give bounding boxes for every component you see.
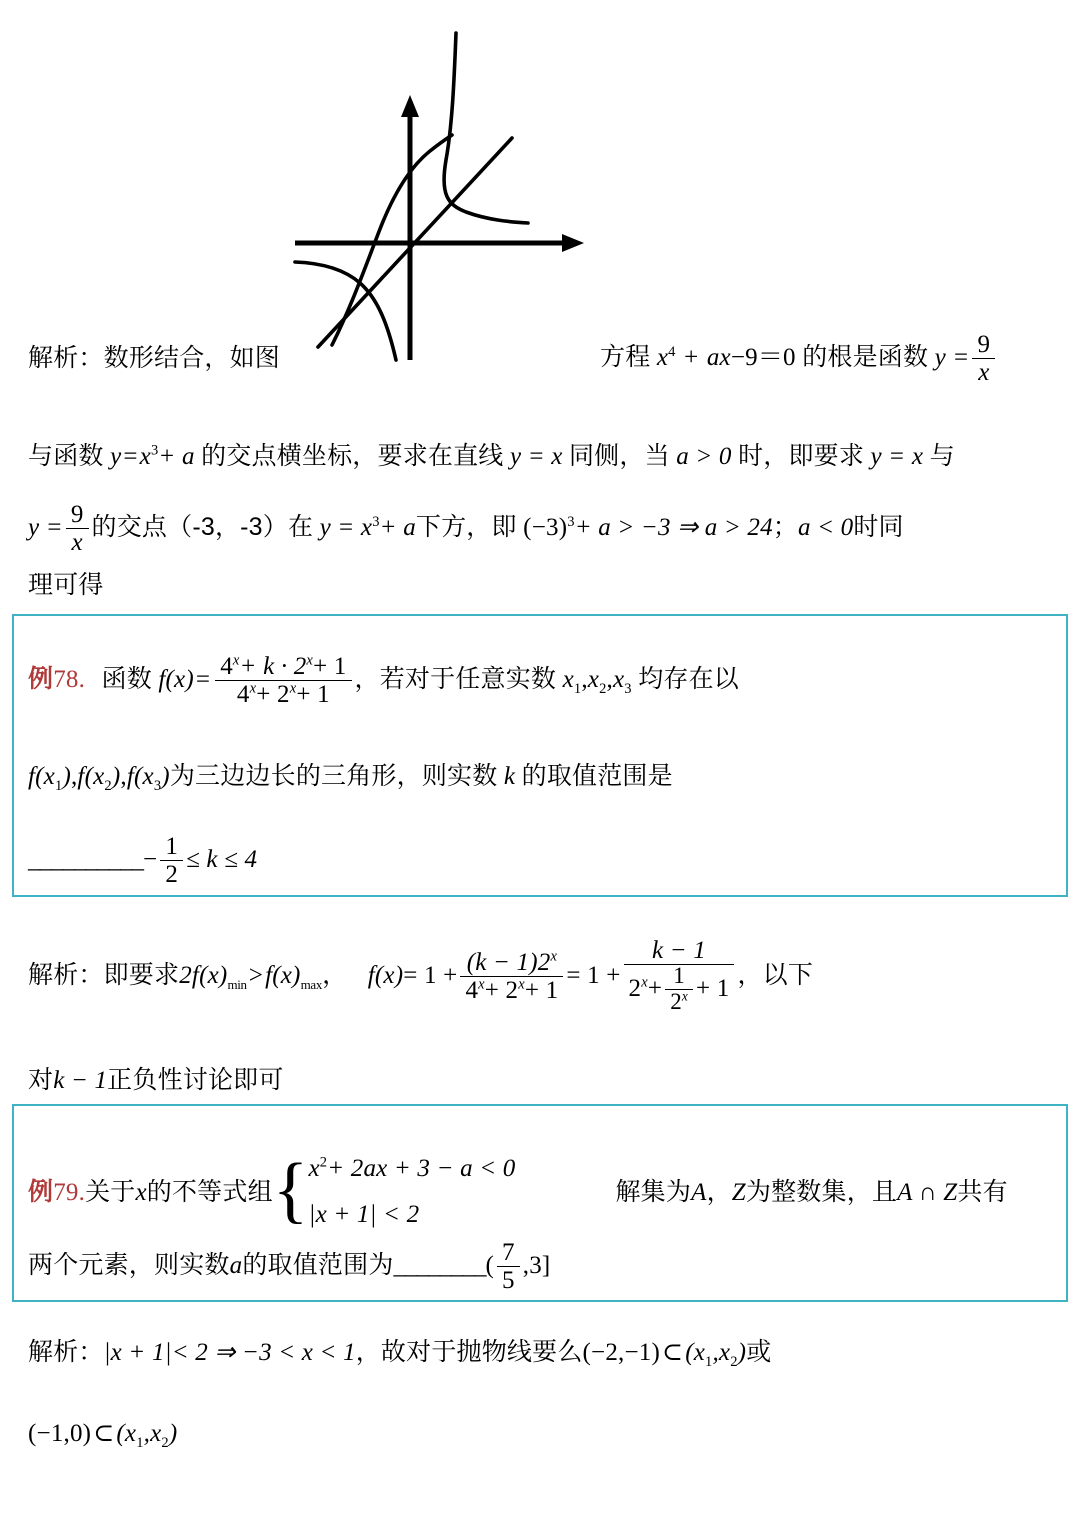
system-of-inequalities <box>309 1146 516 1239</box>
fx1-open: (x <box>35 763 55 790</box>
sol2-x: (x) <box>199 962 228 990</box>
fx2-sub: 2 <box>104 778 112 794</box>
example-78-line2-text: 为三边边长的三角形，则实数 <box>169 762 498 790</box>
sol2-eq-1: = 1 + <box>403 962 458 990</box>
example-78-x1: x <box>562 666 574 694</box>
f2-den-plus: + <box>647 975 663 1003</box>
f1-num-text: (k − 1)2 <box>466 948 551 976</box>
line3-inequality-open: (−3) <box>523 514 568 542</box>
example-79-line-1 <box>28 1148 1008 1241</box>
num-2-exp: x <box>306 652 314 669</box>
f2-den-2: 2 <box>628 975 642 1003</box>
sol3-l2-sub2: 2 <box>161 1435 169 1451</box>
fx2-f: f <box>77 763 85 790</box>
den-plus-2: + 2 <box>256 681 290 708</box>
sol2-comma: ， <box>322 961 348 990</box>
sol2-fraction-2 <box>624 937 735 1016</box>
y-axis-icon <box>401 95 419 360</box>
answer-minus-78: − <box>143 846 158 874</box>
example-78-x1-sub: 1 <box>573 681 582 698</box>
num-4-exp: x <box>232 652 240 669</box>
solution-1-line-2 <box>28 436 955 472</box>
example-78-x3: x <box>612 666 625 694</box>
f2-inner-num: 1 <box>673 963 685 988</box>
comma-2: , <box>606 666 613 694</box>
fraction-numerator-2: 9 <box>70 501 84 528</box>
ans-num-79: 7 <box>502 1239 515 1266</box>
example-79-A: A <box>691 1178 707 1206</box>
math-figure <box>270 15 600 375</box>
line3-cubic-plus-a: + a <box>379 514 416 542</box>
answer-blank-79[interactable]: ________ <box>393 1252 486 1280</box>
f2-inner-fraction <box>665 964 693 1015</box>
line2-eq: = <box>123 443 138 470</box>
sol2-fx-f: f <box>367 962 375 990</box>
fx1-f: f <box>28 763 36 790</box>
sol2-f: f <box>265 962 273 990</box>
inequality-2: |x + 1| < 2 <box>308 1201 420 1229</box>
example-78-equals: = <box>195 666 211 694</box>
solution-3-line-2 <box>28 1418 178 1451</box>
sol3-text: 故对于抛物线要么 <box>380 1338 583 1366</box>
example-78-answer-line <box>28 834 257 889</box>
eq1-plus: + <box>684 344 699 372</box>
example-79-line-2 <box>28 1240 550 1295</box>
example-78-text-a: 函数 <box>101 665 152 694</box>
line3-text-c: 时同 <box>853 513 904 542</box>
sol3-pair-close: ) <box>737 1339 747 1366</box>
line2-text-a: 与函数 <box>28 442 104 470</box>
num-4: 4 <box>220 653 233 680</box>
line2-exponent: 3 <box>150 442 159 459</box>
solution-1-text-a: 数形结合，如图 <box>103 344 281 372</box>
example-79-l2-a: 两个元素，则实数 <box>28 1251 230 1280</box>
line3-a-negative: a < 0 <box>797 514 854 542</box>
sol2-eq-2: = 1 + <box>566 962 621 990</box>
fraction-denominator: x <box>972 358 995 386</box>
line3-text-a: 的交点（-3，-3）在 <box>91 513 314 542</box>
fraction-denominator-2: x <box>66 528 89 556</box>
system-brace-group: { $x^2+ 2ax + 3 - a < 0$ |x + 1| < 2 <box>273 1146 516 1239</box>
sys1-rest: + 2ax + 3 − a < 0 <box>327 1155 516 1182</box>
num-end: + 1 <box>313 653 347 680</box>
den-4: 4 <box>236 681 250 708</box>
example-79-text-c3: 为整数集，且 <box>745 1177 898 1206</box>
example-78-fraction-numerator <box>215 653 351 680</box>
example-78-label-number: 78. <box>53 666 86 694</box>
sys1-x: x <box>308 1155 320 1182</box>
example-78-text-b: ，若对于任意实数 <box>354 665 557 694</box>
sol2-l2-b: 正负性讨论即可 <box>107 1066 284 1094</box>
answer-blank-78[interactable]: __________ <box>28 846 143 874</box>
fx1-sub: 1 <box>54 778 63 794</box>
answer-den-78: 2 <box>160 860 183 888</box>
solution-3-prefix: 解析： <box>28 1338 104 1366</box>
den-end: + 1 <box>296 681 330 708</box>
example-79-l2-var: a <box>229 1252 243 1280</box>
f1-den-2-exp: x <box>518 976 525 993</box>
sol3-interval-1: (−2,−1) <box>582 1339 661 1366</box>
sol2-l2-k: k − 1 <box>53 1067 108 1094</box>
example-79-A-cap-Z: A ∩ Z <box>897 1178 958 1206</box>
comma-1: , <box>581 666 588 694</box>
sol3-l2-pair-comma: ,x <box>143 1420 162 1447</box>
sol2-max: max <box>300 977 323 993</box>
example-78-line-1 <box>28 654 739 709</box>
sol2-min: min <box>227 977 247 993</box>
sol3-comma: ， <box>355 1338 381 1366</box>
line3-text-b: 下方，即 <box>415 513 517 542</box>
fx2-open: (x <box>84 763 105 790</box>
answer-num-78: 1 <box>165 833 179 860</box>
f1-den-end: + 1 <box>524 976 559 1004</box>
fx1-close: ) <box>62 763 71 790</box>
sol2-fraction-1 <box>460 949 563 1004</box>
sol3-pair-sub2: 2 <box>730 1354 738 1370</box>
sol3-l2-subset: ⊂ <box>93 1420 115 1447</box>
fraction-9-over-x <box>972 331 995 386</box>
sol2-gt: > <box>248 962 264 990</box>
line2-x: x <box>139 443 151 470</box>
eq1-y-eq: y = <box>934 344 970 372</box>
line2-plus-a: + a <box>158 443 195 470</box>
example-78-x3-sub: 3 <box>624 681 632 698</box>
inequality-1 <box>309 1146 516 1192</box>
example-79-box <box>12 1104 1068 1302</box>
line3-cubic: y = x <box>319 514 373 542</box>
x-axis-icon <box>295 234 584 252</box>
example-78-line-2 <box>28 756 673 792</box>
fx3-sub: 3 <box>153 778 162 794</box>
sol3-l2-pair-close: ) <box>168 1420 178 1447</box>
line2-text-d: 时，即要求 <box>738 442 865 470</box>
line2-text-b: 的交点横坐标，要求在直线 <box>201 442 504 470</box>
line2-y: y <box>110 443 122 470</box>
answer-fraction-78 <box>160 833 183 888</box>
solution-prefix: 解析： <box>28 344 104 372</box>
eq1-text-c: 的根是函数 <box>802 343 929 372</box>
example-79-label-cjk: 例 <box>28 1177 54 1206</box>
line2-a-positive: a > 0 <box>676 443 732 470</box>
example-78-box <box>12 614 1068 897</box>
solution-2-line-1 <box>28 938 813 1017</box>
example-79-Z: Z <box>731 1178 746 1206</box>
fx-comma-1: , <box>70 763 78 790</box>
solution-1-line-3 <box>28 502 904 557</box>
solution-1-line-1-left <box>28 338 280 374</box>
example-79-label <box>28 1178 85 1206</box>
line4-text: 理可得 <box>28 571 104 599</box>
fx3-f: f <box>126 763 134 790</box>
sys1-exp: 2 <box>319 1154 328 1171</box>
f2-inner-den-2: 2 <box>670 988 682 1014</box>
fx-comma-2: , <box>120 763 127 790</box>
example-79-text-a: 关于 <box>85 1177 136 1206</box>
den-2-exp: x <box>289 680 297 697</box>
f2-num: k − 1 <box>652 937 706 964</box>
sol3-abs: |x + 1| <box>103 1339 172 1366</box>
line3-y-eq: y = <box>28 514 63 542</box>
line2-y-eq-x: y = x <box>509 443 563 470</box>
example-79-label-number: 79. <box>53 1178 86 1206</box>
answer-fraction-79 <box>497 1239 520 1294</box>
sol3-lt: < 2 ⇒ −3 < x < 1 <box>171 1339 356 1366</box>
example-78-text-d: 均存在以 <box>638 665 739 694</box>
sol2-x2: (x) <box>272 962 301 990</box>
solution-2-prefix: 解析： <box>28 961 104 990</box>
sol3-pair-sub1: 1 <box>705 1354 713 1370</box>
example-79-l2-b: 的取值范围为 <box>242 1251 394 1280</box>
sol3-l2-interval: (−1,0) <box>28 1420 92 1447</box>
ans-den-79: 5 <box>497 1266 520 1294</box>
solution-1-line-4 <box>28 565 104 601</box>
eq1-exponent: 4 <box>668 343 676 360</box>
example-78-fraction-denominator <box>215 680 351 708</box>
sol3-pair-comma: ,x <box>712 1339 731 1366</box>
line3-cubic-exponent: 3 <box>372 513 380 530</box>
sol2-f1-den <box>460 976 563 1004</box>
sol3-or: 或 <box>746 1338 772 1366</box>
solution-1-line-1-right <box>600 332 998 387</box>
eq1-tail: −9＝0 <box>730 344 796 372</box>
example-79-x: x <box>135 1178 147 1206</box>
answer-open-paren-79: ( <box>485 1252 495 1280</box>
solution-2-line-2 <box>28 1060 284 1096</box>
fraction-9-over-x-2 <box>66 501 89 556</box>
eq1-x: x <box>656 344 669 372</box>
fraction-numerator: 9 <box>977 331 991 358</box>
line3-semicolon: ； <box>772 513 798 542</box>
f2-den <box>624 964 735 1016</box>
example-78-k: k <box>503 763 516 790</box>
solution-2-text-a: 即要求 <box>103 961 180 990</box>
num-plus-k2: + k · 2 <box>239 653 307 680</box>
example-78-fraction <box>215 653 351 708</box>
line2-text-c: 同侧，当 <box>568 442 670 470</box>
f1-num-exp: x <box>550 948 558 965</box>
answer-tail-78: ≤ k ≤ 4 <box>186 846 258 874</box>
line3-inequality-exponent: 3 <box>567 513 575 530</box>
hyperbola-branch-1 <box>444 33 528 223</box>
sol2-2f: 2f <box>179 962 200 990</box>
solution-3-line-1 <box>28 1332 771 1368</box>
f2-den-2-exp: x <box>641 974 648 991</box>
sol3-l2-pair-open: (x <box>116 1420 137 1447</box>
f2-inner-den <box>665 989 693 1015</box>
example-78-fx: (x) <box>165 666 194 694</box>
eq1-ax: ax <box>706 344 731 372</box>
example-79-text-c: 解集为 <box>615 1177 692 1206</box>
sol3-l2-sub1: 1 <box>136 1435 144 1451</box>
figure-svg <box>270 15 600 375</box>
example-79-comma: ， <box>706 1177 732 1206</box>
fx3-close: ) <box>161 763 170 790</box>
line2-text-e: 与 <box>929 442 955 470</box>
f2-inner-den-exp: x <box>681 988 689 1004</box>
line3-inequality-rest: + a > −3 ⇒ a > 24 <box>574 514 773 542</box>
f1-den-4: 4 <box>465 976 479 1004</box>
example-79-text-b: 的不等式组 <box>146 1177 273 1206</box>
answer-tail-79: ,3] <box>522 1252 551 1280</box>
example-78-line2-text-2: 的取值范围是 <box>521 762 673 790</box>
example-78-label-cjk: 例 <box>28 665 54 694</box>
sol2-l2-a: 对 <box>28 1066 54 1094</box>
fx3-open: (x <box>134 763 154 790</box>
f2-den-end: + 1 <box>696 975 730 1003</box>
f1-den-4-exp: x <box>478 976 485 993</box>
sol3-subset: ⊂ <box>662 1339 684 1366</box>
f1-den-plus: + 2 <box>484 976 519 1004</box>
line2-y-eq-x-2: y = x <box>870 443 924 470</box>
example-78-label <box>28 665 85 693</box>
example-79-text-c4: 共有 <box>957 1177 1008 1206</box>
sol2-text-e: ，以下 <box>737 961 814 990</box>
example-78-f: f <box>158 666 166 694</box>
example-78-x2: x <box>587 666 600 694</box>
den-4-exp: x <box>249 680 257 697</box>
sol2-f1-num <box>460 949 563 976</box>
sol3-pair-open: (x <box>685 1339 706 1366</box>
fx2-close: ) <box>111 763 121 790</box>
equation-lead-in: 方程 <box>600 343 651 372</box>
sol2-fx-x: (x) <box>374 962 404 990</box>
example-78-x2-sub: 2 <box>599 681 607 698</box>
